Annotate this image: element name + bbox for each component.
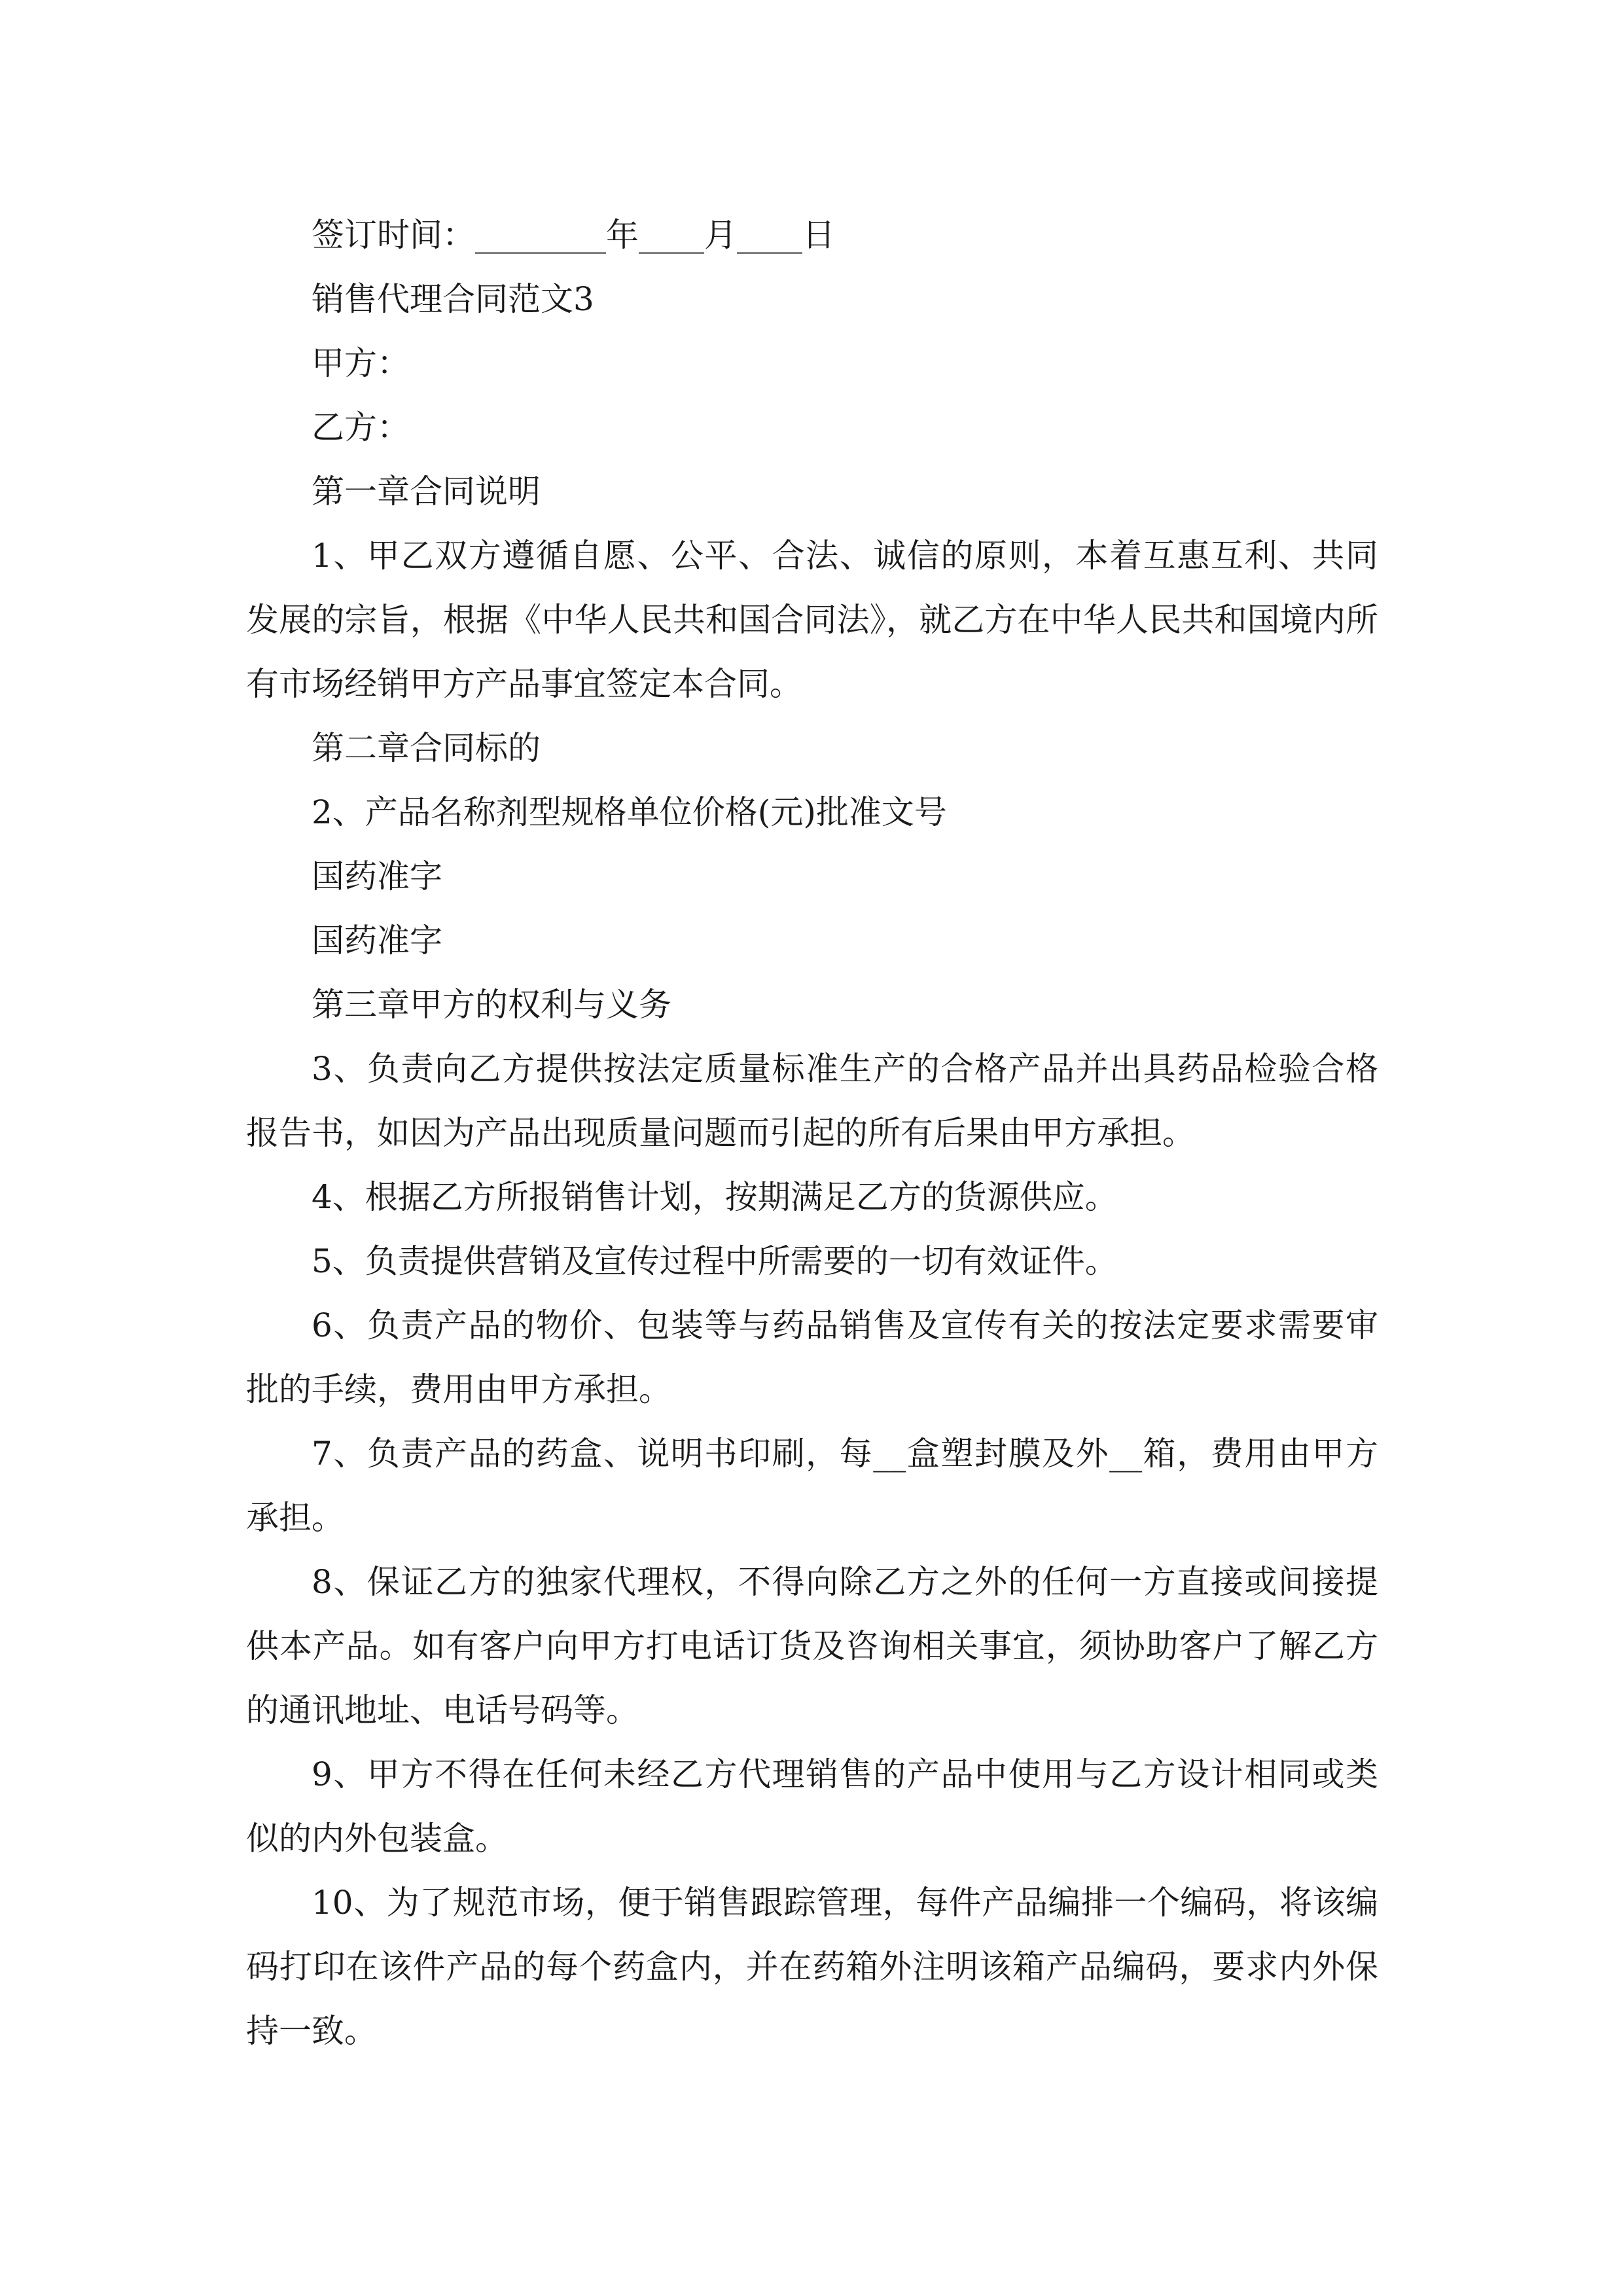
clause-paragraph: 2、产品名称剂型规格单位价格(元)批准文号 [312, 793, 947, 831]
clause-paragraph: 10、为了规范市场，便于销售跟踪管理，每件产品编排一个编码，将该编码打印在该件产品的每个药盒内，并在药箱外注明该箱产品编码，要求内外保持一致。 [246, 1884, 1378, 2050]
approval-number-line: 国药准字 [312, 922, 442, 960]
clause-paragraph: 3、负责向乙方提供按法定质量标准生产的合格产品并出具药品检验合格报告书，如因为产品出现质量问题而引起的所有后果由甲方承担。 [246, 1050, 1378, 1152]
chapter-heading: 第一章合同说明 [312, 473, 541, 511]
document-title: 销售代理合同范文3 [312, 280, 594, 318]
approval-number-line: 国药准字 [312, 857, 442, 895]
document-body [246, 203, 1378, 2063]
clause-paragraph: 9、甲方不得在任何未经乙方代理销售的产品中使用与乙方设计相同或类似的内外包装盒。 [246, 1755, 1378, 1857]
clause-paragraph: 5、负责提供营销及宣传过程中所需要的一切有效证件。 [312, 1242, 1118, 1280]
chapter-heading: 第三章甲方的权利与义务 [312, 986, 671, 1024]
clause-paragraph: 8、保证乙方的独家代理权，不得向除乙方之外的任何一方直接或间接提供本产品。如有客户向甲方打电话订货及咨询相关事宜，须协助客户了解乙方的通讯地址、电话号码等。 [246, 1563, 1378, 1729]
clause-paragraph: 4、根据乙方所报销售计划，按期满足乙方的货源供应。 [312, 1178, 1118, 1216]
clause-paragraph: 7、负责产品的药盒、说明书印刷，每__盒塑封膜及外__箱，费用由甲方承担。 [246, 1435, 1378, 1537]
chapter-heading: 第二章合同标的 [312, 729, 541, 767]
party-a-label: 甲方： [312, 344, 410, 382]
clause-paragraph: 6、负责产品的物价、包装等与药品销售及宣传有关的按法定要求需要审批的手续，费用由甲方承担。 [246, 1306, 1378, 1408]
signing-date-line: 签订时间：________年____月____日 [312, 216, 835, 254]
party-b-label: 乙方： [312, 408, 410, 446]
clause-paragraph: 1、甲乙双方遵循自愿、公平、合法、诚信的原则，本着互惠互利、共同发展的宗旨，根据《中华人民共和国合同法》，就乙方在中华人民共和国境内所有市场经销甲方产品事宜签定本合同。 [246, 537, 1378, 703]
